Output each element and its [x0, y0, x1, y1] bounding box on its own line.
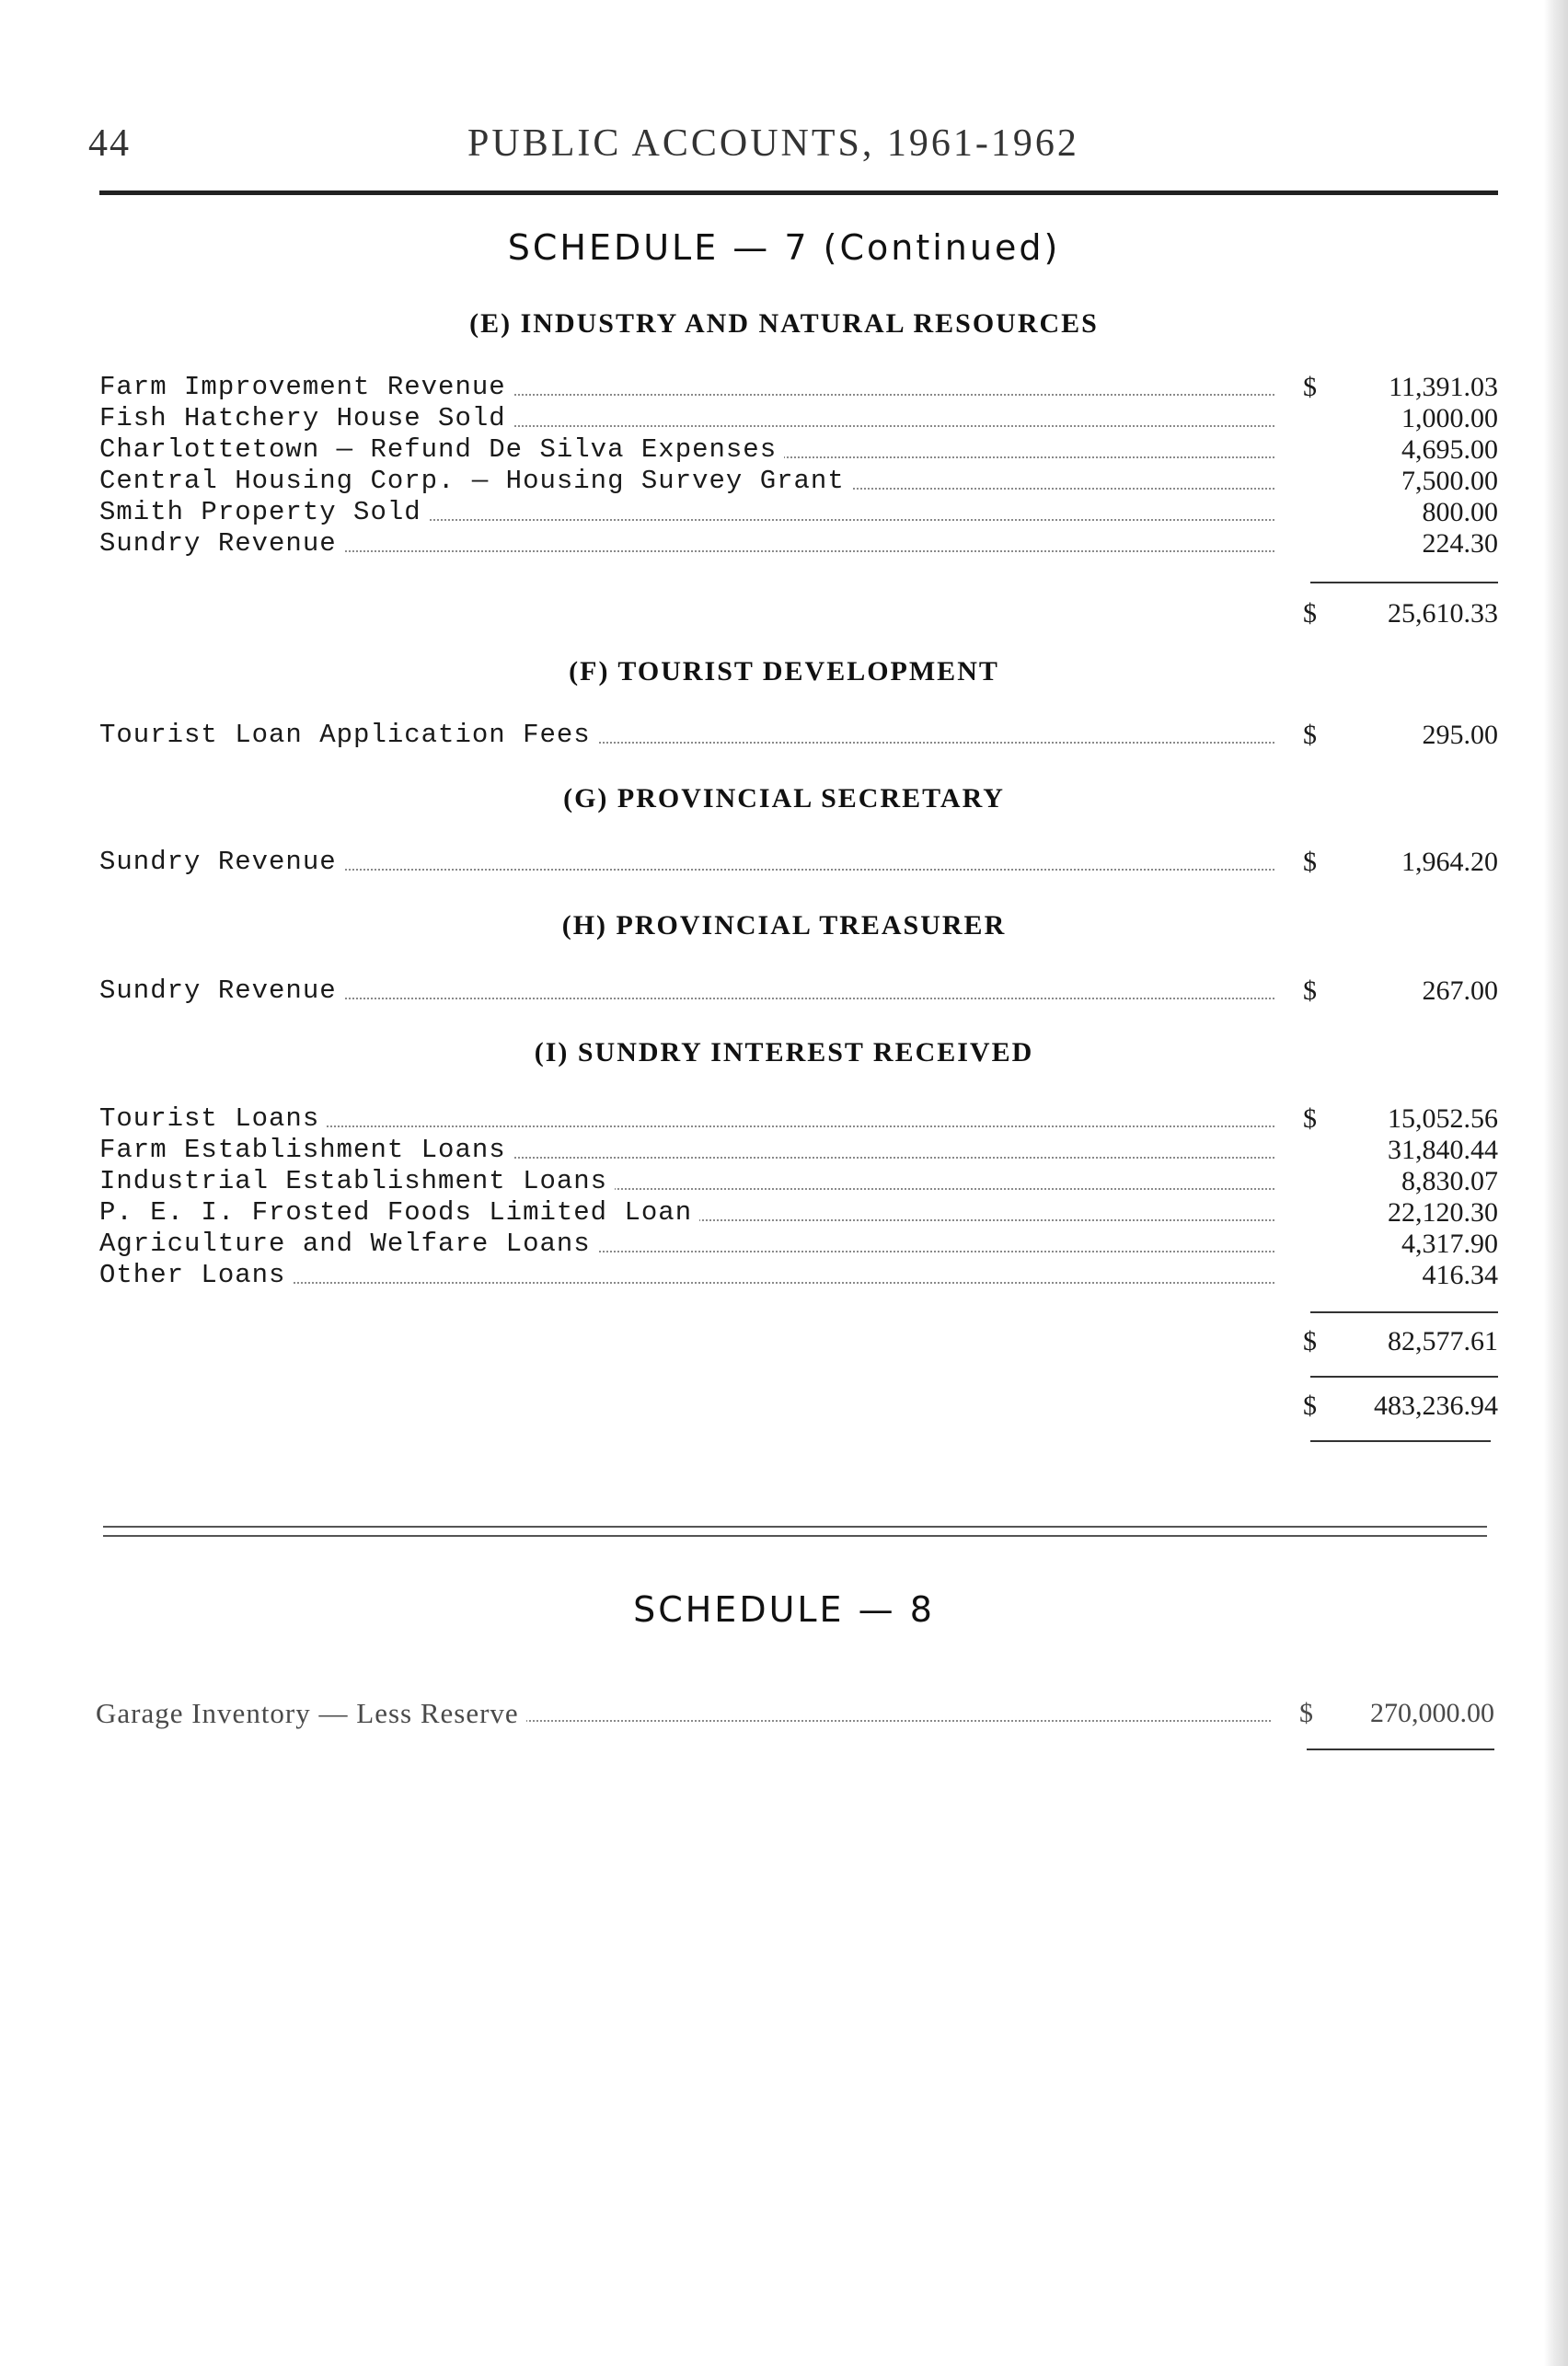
schedule-7-title: SCHEDULE — 7 (Continued): [507, 227, 1061, 268]
grand-total-amount: 483,236.94: [1374, 1391, 1498, 1421]
currency-sign: $: [1303, 1103, 1317, 1134]
list-item: [99, 497, 1498, 528]
row-label: Sundry Revenue: [99, 847, 344, 878]
row-amount: 295.00: [1422, 720, 1498, 750]
schedule-separator-bottom: [103, 1535, 1487, 1537]
row-amount: 416.34: [1422, 1260, 1498, 1290]
row-label: Central Housing Corp. — Housing Survey Grant: [99, 466, 852, 497]
row-label: Tourist Loans: [99, 1103, 327, 1135]
page-edge-shadow: [1544, 0, 1568, 2366]
section-e-total: [1303, 598, 1505, 629]
row-amount: 7,500.00: [1401, 466, 1498, 496]
currency-sign: $: [1303, 720, 1317, 750]
row-label: P. E. I. Frosted Foods Limited Loan: [99, 1197, 699, 1229]
total-amount: 25,610.33: [1388, 598, 1498, 629]
row-amount: 8,830.07: [1401, 1166, 1498, 1196]
list-item: [99, 372, 1498, 403]
section-i-heading: (I) SUNDRY INTEREST RECEIVED: [534, 1037, 1034, 1068]
row-label: Farm Establishment Loans: [99, 1135, 513, 1166]
list-item: [99, 528, 1498, 560]
page-header: [0, 121, 1568, 177]
row-label: Industrial Establishment Loans: [99, 1166, 615, 1197]
currency-sign: $: [1299, 1698, 1313, 1728]
row-label: Smith Property Sold: [99, 497, 429, 528]
currency-sign: $: [1303, 847, 1317, 877]
currency-sign: $: [1303, 598, 1317, 629]
row-amount: 31,840.44: [1388, 1135, 1498, 1165]
row-label: Charlottetown — Refund De Silva Expenses: [99, 434, 784, 466]
row-label: Garage Inventory — Less Reserve: [96, 1698, 526, 1729]
grand-total-rule: [1310, 1440, 1491, 1442]
list-item: [99, 466, 1498, 497]
section-h-heading: (H) PROVINCIAL TREASURER: [561, 910, 1007, 941]
schedule-8-title: SCHEDULE — 8: [633, 1589, 935, 1630]
subtotal-rule: [1310, 582, 1498, 583]
row-amount: 1,000.00: [1401, 403, 1498, 433]
list-item: [99, 1166, 1498, 1197]
row-amount: 15,052.56: [1388, 1103, 1498, 1134]
section-f-heading: (F) TOURIST DEVELOPMENT: [569, 656, 999, 687]
currency-sign: $: [1303, 372, 1317, 402]
row-label: Other Loans: [99, 1260, 293, 1291]
list-item: [99, 975, 1498, 1007]
row-label: Tourist Loan Application Fees: [99, 720, 598, 751]
currency-sign: $: [1303, 975, 1317, 1006]
total-rule: [1310, 1376, 1498, 1378]
row-amount: 4,695.00: [1401, 434, 1498, 465]
section-e-heading: (E) INDUSTRY AND NATURAL RESOURCES: [469, 308, 1099, 339]
currency-sign: $: [1303, 1326, 1317, 1356]
page-number: 44: [88, 122, 131, 165]
running-head: PUBLIC ACCOUNTS, 1961-1962: [467, 122, 1079, 165]
list-item: [99, 1229, 1498, 1260]
total-amount: 82,577.61: [1388, 1326, 1498, 1356]
row-label: Sundry Revenue: [99, 975, 344, 1007]
row-amount: 267.00: [1422, 975, 1498, 1006]
row-label: Agriculture and Welfare Loans: [99, 1229, 598, 1260]
row-amount: 270,000.00: [1370, 1698, 1494, 1728]
row-label: Fish Hatchery House Sold: [99, 403, 513, 434]
list-item: [99, 1135, 1498, 1166]
list-item: [96, 1698, 1494, 1729]
list-item: [99, 720, 1498, 751]
header-rule: [99, 190, 1498, 195]
row-amount: 224.30: [1422, 528, 1498, 559]
section-g-heading: (G) PROVINCIAL SECRETARY: [563, 783, 1005, 814]
list-item: [99, 1197, 1498, 1229]
list-item: [99, 403, 1498, 434]
section-i-total: [1303, 1326, 1505, 1357]
list-item: [99, 434, 1498, 466]
grand-total: [1303, 1391, 1505, 1422]
row-amount: 11,391.03: [1389, 372, 1498, 402]
row-amount: 800.00: [1422, 497, 1498, 527]
row-label: Sundry Revenue: [99, 528, 344, 560]
list-item: [99, 1260, 1498, 1291]
currency-sign: $: [1303, 1391, 1317, 1421]
schedule-separator-top: [103, 1526, 1487, 1528]
row-label: Farm Improvement Revenue: [99, 372, 513, 403]
schedule-8-rule: [1307, 1749, 1494, 1750]
row-amount: 22,120.30: [1388, 1197, 1498, 1228]
subtotal-rule: [1310, 1311, 1498, 1313]
list-item: [99, 847, 1498, 878]
row-amount: 1,964.20: [1401, 847, 1498, 877]
list-item: [99, 1103, 1498, 1135]
row-amount: 4,317.90: [1401, 1229, 1498, 1259]
